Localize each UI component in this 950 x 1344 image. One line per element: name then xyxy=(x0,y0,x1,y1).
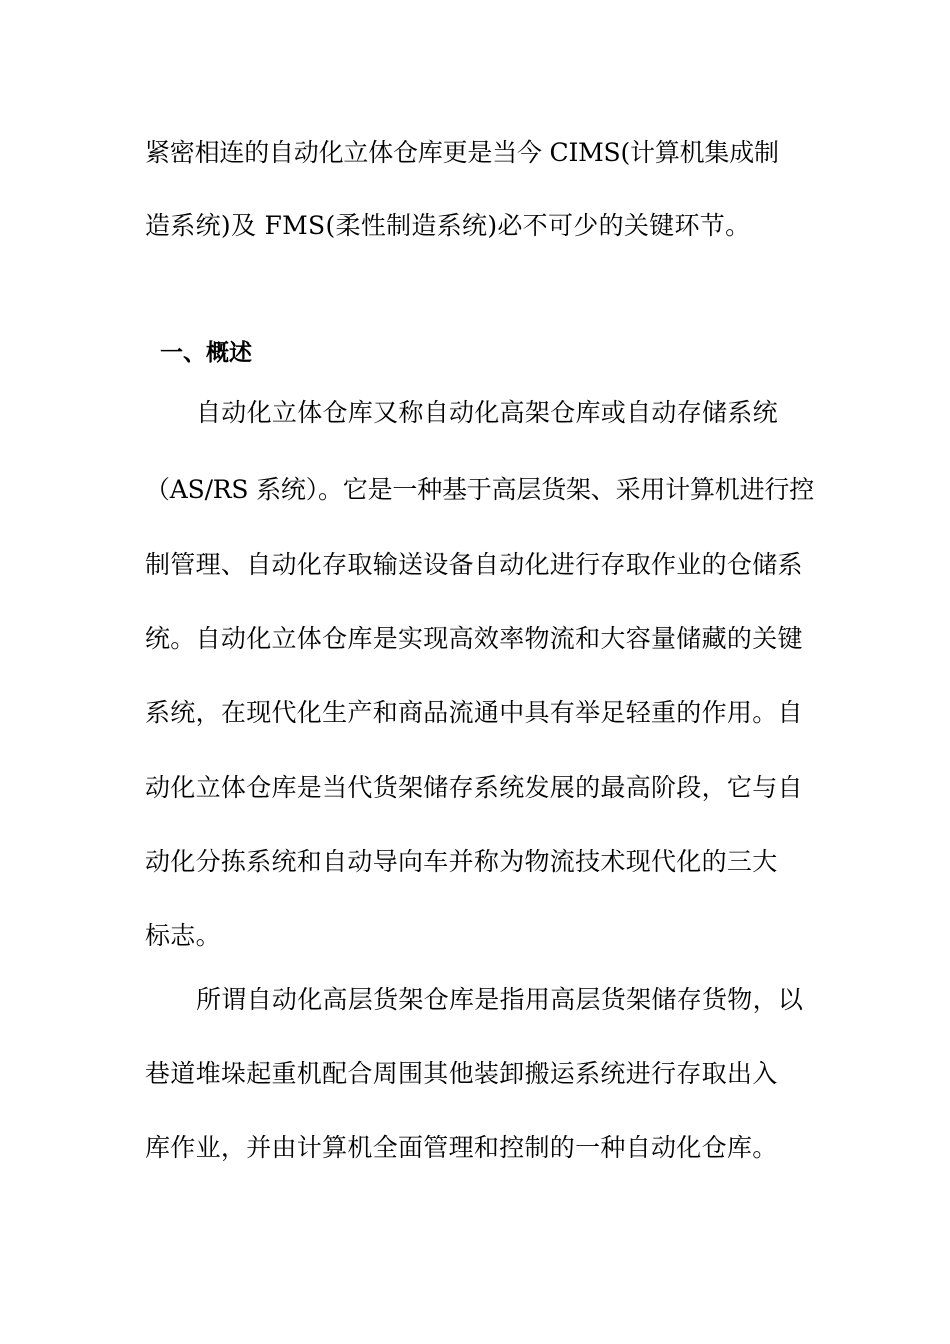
paragraph-2-line-2: 巷道堆垛起重机配合周围其他装卸搬运系统进行存取出入 xyxy=(145,1059,778,1088)
intro-line-1: 紧密相连的自动化立体仓库更是当今 CIMS(计算机集成制 xyxy=(145,138,779,167)
paragraph-1-line-5: 系统，在现代化生产和商品流通中具有举足轻重的作用。自 xyxy=(145,698,803,727)
intro-line-2: 造系统)及 FMS(柔性制造系统)必不可少的关键环节。 xyxy=(145,211,751,240)
paragraph-2-line-3: 库作业，并由计算机全面管理和控制的一种自动化仓库。 xyxy=(145,1133,778,1162)
paragraph-1-line-4: 统。自动化立体仓库是实现高效率物流和大容量储藏的关键 xyxy=(145,624,803,653)
paragraph-1-line-3: 制管理、自动化存取输送设备自动化进行存取作业的仓储系 xyxy=(145,550,803,579)
paragraph-1-line-2: （AS/RS 系统）。它是一种基于高层货架、采用计算机进行控 xyxy=(145,475,815,504)
paragraph-1-line-6: 动化立体仓库是当代货架储存系统发展的最高阶段，它与自 xyxy=(145,773,803,802)
section-heading: 一、概述 xyxy=(160,340,252,366)
paragraph-1-line-1: 自动化立体仓库又称自动化高架仓库或自动存储系统 xyxy=(196,398,778,427)
paragraph-1-line-8: 标志。 xyxy=(145,921,221,950)
paragraph-1-line-7: 动化分拣系统和自动导向车并称为物流技术现代化的三大 xyxy=(145,847,778,876)
paragraph-2-line-1: 所谓自动化高层货架仓库是指用高层货架储存货物，以 xyxy=(196,985,804,1014)
